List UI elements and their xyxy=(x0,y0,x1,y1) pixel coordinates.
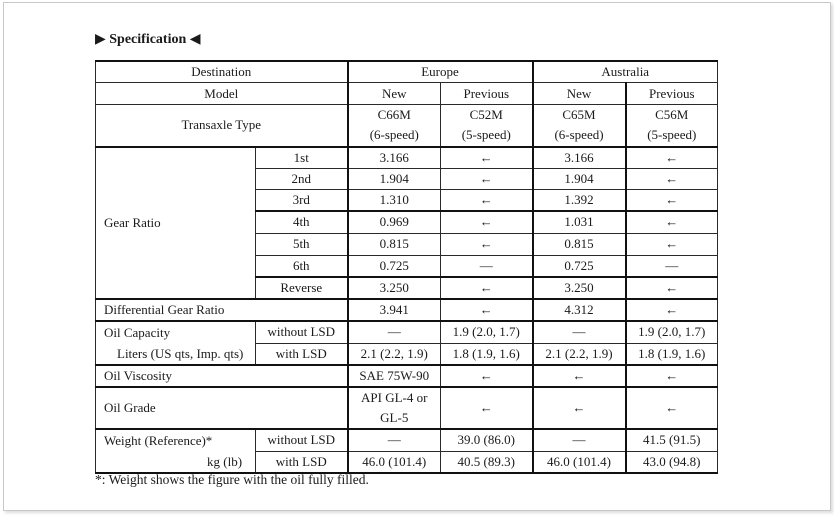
value-cell: — xyxy=(348,429,441,451)
value-cell: ← xyxy=(441,147,533,169)
value-cell: ← xyxy=(441,299,533,321)
value-cell: ← xyxy=(626,277,718,299)
eu-previous-header: Previous xyxy=(441,83,533,105)
oil-capacity-unit-label: Liters (US qts, Imp. qts) xyxy=(96,343,256,365)
sub-label: with LSD xyxy=(256,343,348,365)
value-cell: ← xyxy=(626,169,718,190)
value-cell: ← xyxy=(626,233,718,255)
value-cell: — xyxy=(441,255,533,277)
value-cell: 39.0 (86.0) xyxy=(441,429,533,451)
value-cell: ← xyxy=(626,211,718,233)
value-cell: ← xyxy=(441,277,533,299)
value-cell: 3.941 xyxy=(348,299,441,321)
value-cell: ← xyxy=(533,387,626,429)
value-cell: ← xyxy=(441,387,533,429)
value-cell: 0.725 xyxy=(533,255,626,277)
value-cell: ← xyxy=(626,190,718,212)
differential-label: Differential Gear Ratio xyxy=(96,299,348,321)
value-cell: 1.031 xyxy=(533,211,626,233)
gear-label: 2nd xyxy=(256,169,348,190)
value-cell: 1.310 xyxy=(348,190,441,212)
page-title: ▶ Specification ◀ xyxy=(95,32,201,47)
value-cell: 1.8 (1.9, 1.6) xyxy=(441,343,533,365)
value-cell: ← xyxy=(441,233,533,255)
weight-label: Weight (Reference)* xyxy=(96,429,256,451)
value-cell: 3.250 xyxy=(533,277,626,299)
value-cell: ← xyxy=(626,365,718,387)
transaxle-type-label: Transaxle Type xyxy=(96,105,348,147)
value-cell: 4.312 xyxy=(533,299,626,321)
value-cell: ← xyxy=(533,365,626,387)
transaxle-eu-prev: C52M (5-speed) xyxy=(441,105,533,147)
value-cell: 46.0 (101.4) xyxy=(533,451,626,473)
gear-label: 3rd xyxy=(256,190,348,212)
weight-unit-label: kg (lb) xyxy=(96,451,256,473)
value-cell: 3.166 xyxy=(348,147,441,169)
value-cell: 2.1 (2.2, 1.9) xyxy=(348,343,441,365)
europe-header: Europe xyxy=(348,61,533,83)
value-cell: — xyxy=(626,255,718,277)
value-cell: 2.1 (2.2, 1.9) xyxy=(533,343,626,365)
value-cell: — xyxy=(533,321,626,343)
value-cell: 46.0 (101.4) xyxy=(348,451,441,473)
value-cell: — xyxy=(348,321,441,343)
value-cell: ← xyxy=(626,299,718,321)
value-cell: ← xyxy=(441,365,533,387)
value-cell: ← xyxy=(626,147,718,169)
value-cell: 1.904 xyxy=(348,169,441,190)
value-cell: 3.166 xyxy=(533,147,626,169)
value-cell: 0.725 xyxy=(348,255,441,277)
value-cell: 0.815 xyxy=(533,233,626,255)
value-cell: API GL-4 or GL-5 xyxy=(348,387,441,429)
value-cell: 0.815 xyxy=(348,233,441,255)
transaxle-au-new: C65M (6-speed) xyxy=(533,105,626,147)
value-cell: 1.904 xyxy=(533,169,626,190)
value-cell: — xyxy=(533,429,626,451)
value-cell: ← xyxy=(441,169,533,190)
gear-label: 6th xyxy=(256,255,348,277)
value-cell: 0.969 xyxy=(348,211,441,233)
sub-label: with LSD xyxy=(256,451,348,473)
oil-viscosity-label: Oil Viscosity xyxy=(96,365,348,387)
value-cell: 1.9 (2.0, 1.7) xyxy=(626,321,718,343)
oil-capacity-label: Oil Capacity xyxy=(96,321,256,343)
au-new-header: New xyxy=(533,83,626,105)
au-previous-header: Previous xyxy=(626,83,718,105)
australia-header: Australia xyxy=(533,61,718,83)
value-cell: 43.0 (94.8) xyxy=(626,451,718,473)
gear-label: Reverse xyxy=(256,277,348,299)
value-cell: ← xyxy=(441,190,533,212)
transaxle-eu-new: C66M (6-speed) xyxy=(348,105,441,147)
sub-label: without LSD xyxy=(256,321,348,343)
eu-new-header: New xyxy=(348,83,441,105)
gear-label: 5th xyxy=(256,233,348,255)
value-cell: ← xyxy=(441,211,533,233)
gear-label: 1st xyxy=(256,147,348,169)
value-cell: 1.8 (1.9, 1.6) xyxy=(626,343,718,365)
destination-header: Destination xyxy=(96,61,348,83)
sub-label: without LSD xyxy=(256,429,348,451)
footnote: *: Weight shows the figure with the oil fully filled. xyxy=(95,472,369,487)
value-cell: SAE 75W-90 xyxy=(348,365,441,387)
value-cell: 41.5 (91.5) xyxy=(626,429,718,451)
transaxle-au-prev: C56M (5-speed) xyxy=(626,105,718,147)
value-cell: 1.392 xyxy=(533,190,626,212)
gear-ratio-label: Gear Ratio xyxy=(96,147,256,300)
oil-grade-label: Oil Grade xyxy=(96,387,348,429)
model-header: Model xyxy=(96,83,348,105)
value-cell: ← xyxy=(626,387,718,429)
specification-table xyxy=(95,60,718,474)
value-cell: 3.250 xyxy=(348,277,441,299)
value-cell: 40.5 (89.3) xyxy=(441,451,533,473)
value-cell: 1.9 (2.0, 1.7) xyxy=(441,321,533,343)
gear-label: 4th xyxy=(256,211,348,233)
